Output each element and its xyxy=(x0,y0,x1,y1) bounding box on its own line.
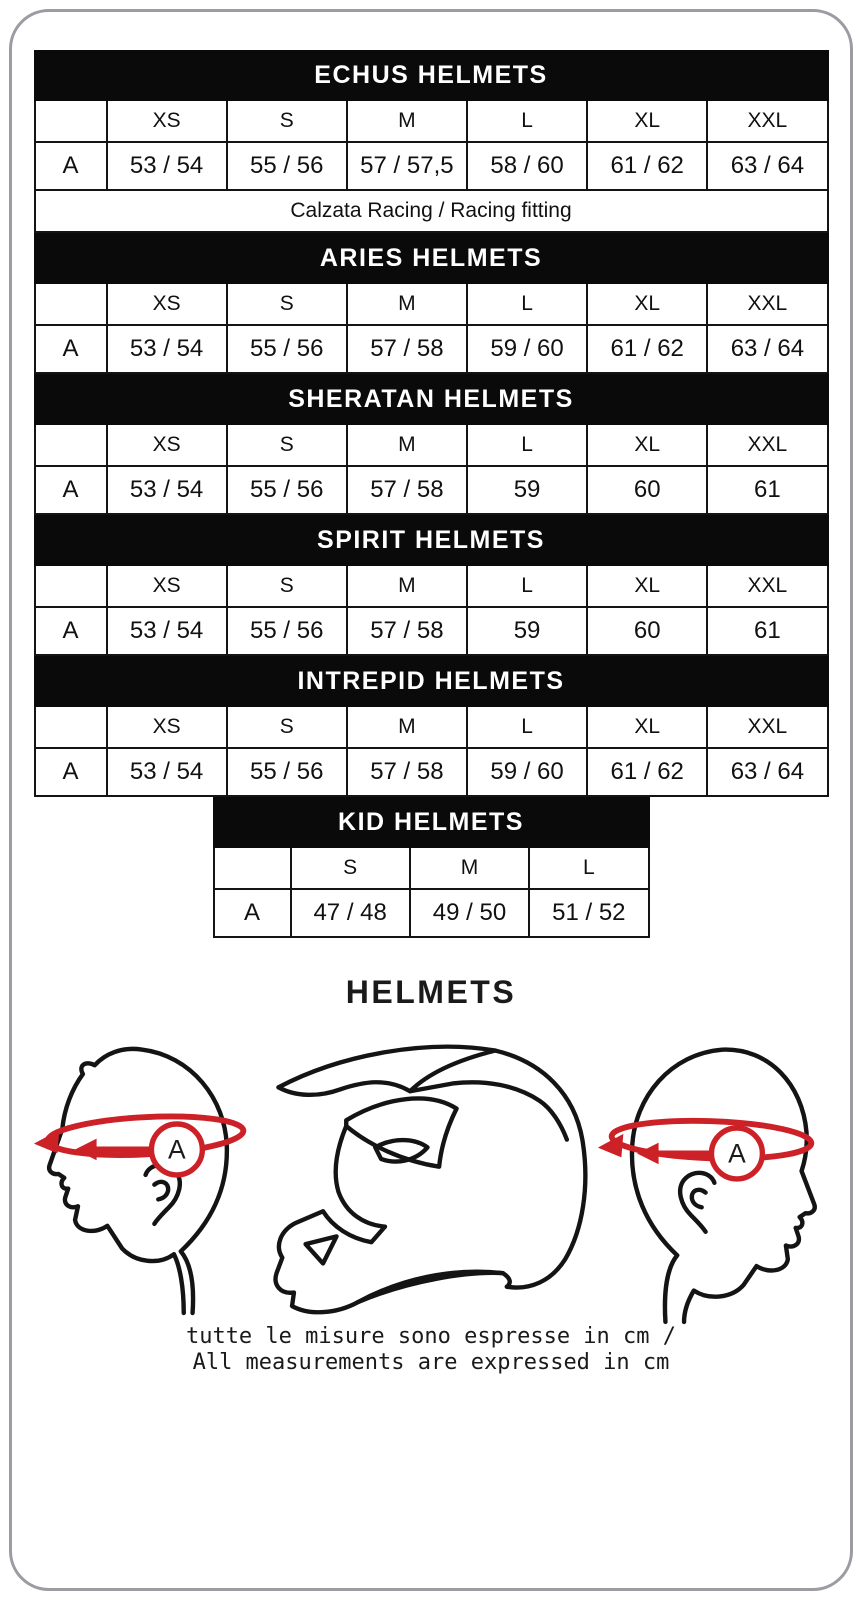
row-label-cell: A xyxy=(35,466,107,514)
corner-cell xyxy=(35,424,107,466)
size-value-cell: 58 / 60 xyxy=(467,142,587,190)
size-header-cell: S xyxy=(227,100,347,142)
size-header-cell: S xyxy=(227,283,347,325)
section-heading: HELMETS xyxy=(345,974,517,1010)
size-value-cell: 60 xyxy=(587,607,707,655)
size-value-cell: 63 / 64 xyxy=(707,748,827,796)
size-header-cell: M xyxy=(347,706,467,748)
size-header-cell: XXL xyxy=(707,706,827,748)
chin-bar xyxy=(276,1211,510,1312)
size-value-cell: 53 / 54 xyxy=(107,748,227,796)
row-label-cell: A xyxy=(35,325,107,373)
size-value-cell: 55 / 56 xyxy=(227,466,347,514)
size-header-cell: XS xyxy=(107,565,227,607)
size-value-cell: 57 / 57,5 xyxy=(347,142,467,190)
motocross-helmet-icon xyxy=(263,1025,592,1320)
size-value-cell: 61 xyxy=(707,466,827,514)
size-table-intrepid xyxy=(34,656,829,797)
size-value-cell: 53 / 54 xyxy=(107,142,227,190)
size-value-cell: 61 / 62 xyxy=(587,325,707,373)
size-value-cell: 59 xyxy=(467,607,587,655)
head-profile-right-icon xyxy=(592,1025,832,1325)
helmet-peak-underside xyxy=(279,1082,411,1095)
table-title: SHERATAN HELMETS xyxy=(35,375,828,424)
size-header-cell: S xyxy=(227,706,347,748)
corner-cell xyxy=(214,847,291,889)
size-header-cell: XXL xyxy=(707,565,827,607)
size-header-cell: XL xyxy=(587,565,707,607)
size-value-cell: 59 / 60 xyxy=(467,748,587,796)
size-value-cell: 57 / 58 xyxy=(347,607,467,655)
size-header-cell: S xyxy=(227,565,347,607)
size-value-cell: 55 / 56 xyxy=(227,748,347,796)
head-profile-left-icon xyxy=(30,1025,263,1317)
size-value-cell: 61 / 62 xyxy=(587,748,707,796)
size-header-cell: XL xyxy=(587,100,707,142)
table-title: SPIRIT HELMETS xyxy=(35,516,828,565)
table-title: INTREPID HELMETS xyxy=(35,657,828,706)
size-value-cell: 59 xyxy=(467,466,587,514)
size-value-cell: 59 / 60 xyxy=(467,325,587,373)
size-header-cell: XL xyxy=(587,424,707,466)
size-value-cell: 63 / 64 xyxy=(707,142,827,190)
size-header-cell: M xyxy=(347,424,467,466)
size-header-cell: L xyxy=(467,424,587,466)
size-header-cell: XS xyxy=(107,100,227,142)
note-line-it: tutte le misure sono espresse in cm / xyxy=(185,1324,677,1349)
row-label-cell: A xyxy=(35,142,107,190)
row-label-cell: A xyxy=(214,889,291,937)
size-header-cell: XXL xyxy=(707,424,827,466)
corner-cell xyxy=(35,565,107,607)
size-header-cell: L xyxy=(467,565,587,607)
size-value-cell: 57 / 58 xyxy=(347,466,467,514)
table-title: ARIES HELMETS xyxy=(35,234,828,283)
note-line-en: All measurements are expressed in cm xyxy=(192,1350,670,1375)
size-value-cell: 63 / 64 xyxy=(707,325,827,373)
size-table-aries xyxy=(34,233,829,374)
size-table-echus xyxy=(34,50,829,233)
size-header-cell: XS xyxy=(107,283,227,325)
ear xyxy=(680,1173,714,1232)
measurement-note xyxy=(0,1324,862,1376)
size-value-cell: 57 / 58 xyxy=(347,325,467,373)
size-value-cell: 61 / 62 xyxy=(587,142,707,190)
table-title: ECHUS HELMETS xyxy=(35,51,828,100)
size-header-cell: L xyxy=(467,706,587,748)
measure-label: A xyxy=(168,1134,186,1165)
size-header-cell: L xyxy=(529,847,648,889)
size-value-cell: 53 / 54 xyxy=(107,466,227,514)
corner-cell xyxy=(35,100,107,142)
table-footnote: Calzata Racing / Racing fitting xyxy=(35,190,828,232)
measurement-illustrations xyxy=(0,1025,862,1320)
corner-cell xyxy=(35,283,107,325)
size-value-cell: 61 xyxy=(707,607,827,655)
row-label-cell: A xyxy=(35,607,107,655)
size-header-cell: M xyxy=(347,283,467,325)
size-value-cell: 55 / 56 xyxy=(227,142,347,190)
size-value-cell: 51 / 52 xyxy=(529,889,648,937)
size-header-cell: M xyxy=(347,100,467,142)
size-header-cell: S xyxy=(291,847,410,889)
size-table-sheratan xyxy=(34,374,829,515)
size-value-cell: 53 / 54 xyxy=(107,607,227,655)
size-header-cell: XS xyxy=(107,706,227,748)
goggle-port xyxy=(346,1099,456,1167)
measure-label: A xyxy=(728,1138,746,1169)
size-header-cell: XL xyxy=(587,706,707,748)
corner-cell xyxy=(35,706,107,748)
row-label-cell: A xyxy=(35,748,107,796)
size-value-cell: 55 / 56 xyxy=(227,325,347,373)
size-header-cell: M xyxy=(347,565,467,607)
size-header-cell: L xyxy=(467,283,587,325)
size-header-cell: M xyxy=(410,847,529,889)
size-value-cell: 49 / 50 xyxy=(410,889,529,937)
measure-band xyxy=(598,1118,812,1179)
size-header-cell: L xyxy=(467,100,587,142)
size-header-cell: XS xyxy=(107,424,227,466)
head-outline xyxy=(49,1049,227,1313)
size-header-cell: XL xyxy=(587,283,707,325)
size-value-cell: 53 / 54 xyxy=(107,325,227,373)
head-outline xyxy=(632,1050,815,1322)
size-value-cell: 57 / 58 xyxy=(347,748,467,796)
size-header-cell: XXL xyxy=(707,100,827,142)
size-table-spirit xyxy=(34,515,829,656)
size-value-cell: 60 xyxy=(587,466,707,514)
chin-vent xyxy=(306,1236,337,1263)
size-header-cell: XXL xyxy=(707,283,827,325)
size-value-cell: 47 / 48 xyxy=(291,889,410,937)
size-table-kid xyxy=(213,797,650,938)
size-value-cell: 55 / 56 xyxy=(227,607,347,655)
size-header-cell: S xyxy=(227,424,347,466)
cheek-line xyxy=(336,1126,385,1227)
table-title: KID HELMETS xyxy=(214,798,649,847)
